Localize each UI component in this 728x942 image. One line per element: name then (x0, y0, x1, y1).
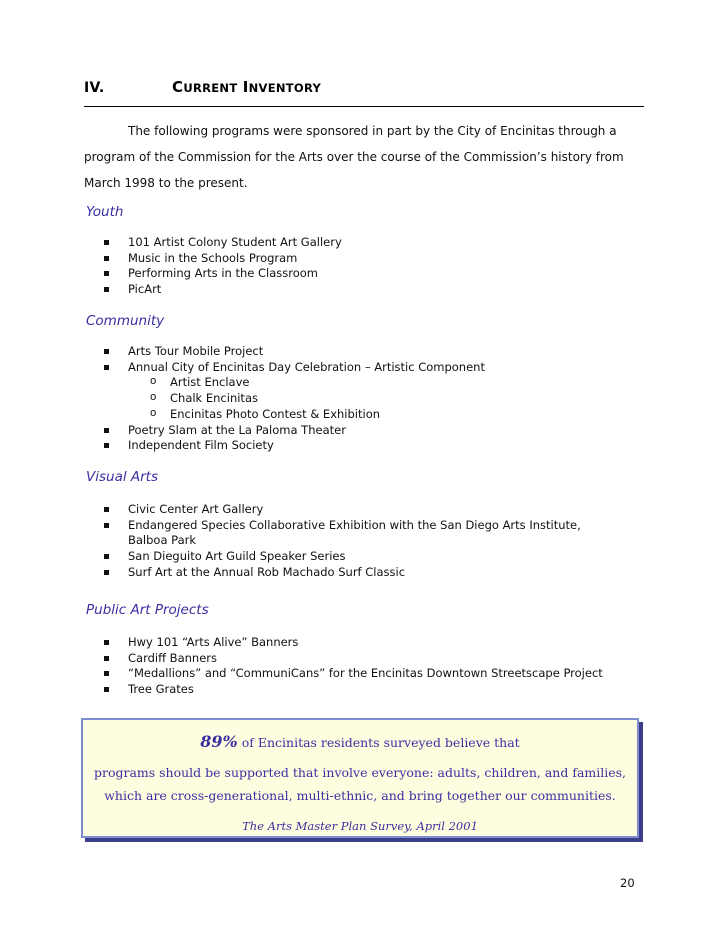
list-item (84, 360, 644, 423)
quote-line-3: which are cross-generational, multi-ethnic, and bring together our communities. (104, 788, 616, 803)
quote-citation: The Arts Master Plan Survey, April 2001 (242, 819, 478, 833)
visual-arts-list (84, 502, 644, 581)
list-item: Arts Tour Mobile Project (84, 344, 644, 360)
section-title-visual-arts: Visual Arts (86, 469, 159, 485)
list-item: Cardiff Banners (84, 651, 644, 667)
sub-list-item: o Artist Enclave (128, 375, 644, 391)
heading-rest-current: URRENT (183, 81, 238, 95)
list-item: 101 Artist Colony Student Art Gallery (84, 235, 644, 251)
list-item: Independent Film Society (84, 438, 644, 454)
heading-rest-inventory: NVENTORY (248, 81, 322, 95)
heading-rule (84, 106, 644, 107)
section-title-public-art: Public Art Projects (86, 602, 209, 618)
community-list (84, 344, 644, 454)
list-item: Civic Center Art Gallery (84, 502, 644, 518)
list-item: Endangered Species Collaborative Exhibition with the San Diego Arts Institute, Balboa Park (84, 518, 644, 549)
list-item: Music in the Schools Program (84, 251, 644, 267)
list-item: San Dieguito Art Guild Speaker Series (84, 549, 644, 565)
intro-paragraph (84, 118, 644, 196)
list-item: Surf Art at the Annual Rob Machado Surf Classic (84, 565, 644, 581)
sub-list-item: o Encinitas Photo Contest & Exhibition (128, 407, 644, 423)
list-item: Performing Arts in the Classroom (84, 266, 644, 282)
quote-line-1 (83, 732, 637, 751)
section-heading (84, 78, 321, 96)
quote-line-2: programs should be supported that involve everyone: adults, children, and families, (93, 765, 627, 780)
survey-quote-box (81, 718, 639, 838)
list-item: PicArt (84, 282, 644, 298)
list-item: “Medallions” and “CommuniCans” for the Encinitas Downtown Streetscape Project (84, 666, 644, 682)
youth-list (84, 235, 644, 298)
intro-text: The following programs were sponsored in part by the City of Encinitas through a program of the Commission for the Arts over the course of the Commission’s history from March 1998 to the present. (84, 124, 624, 190)
heading-initial-inventory: I (242, 78, 249, 96)
sub-list-item: o Chalk Encinitas (128, 391, 644, 407)
quote-percent: 89% (200, 732, 238, 751)
community-sublist (128, 375, 644, 422)
list-item: Poetry Slam at the La Paloma Theater (84, 423, 644, 439)
list-item-text: Annual City of Encinitas Day Celebration – Artistic Component (128, 359, 485, 374)
list-item: Hwy 101 “Arts Alive” Banners (84, 635, 644, 651)
public-art-list (84, 635, 644, 698)
section-title-community: Community (86, 313, 165, 329)
quote-line-1-text: of Encinitas residents surveyed believe that (237, 735, 520, 750)
heading-initial-current: C (172, 78, 184, 96)
page-number: 20 (620, 876, 635, 890)
section-number: IV. (84, 80, 105, 96)
list-item: Tree Grates (84, 682, 644, 698)
section-title-youth: Youth (86, 204, 124, 220)
